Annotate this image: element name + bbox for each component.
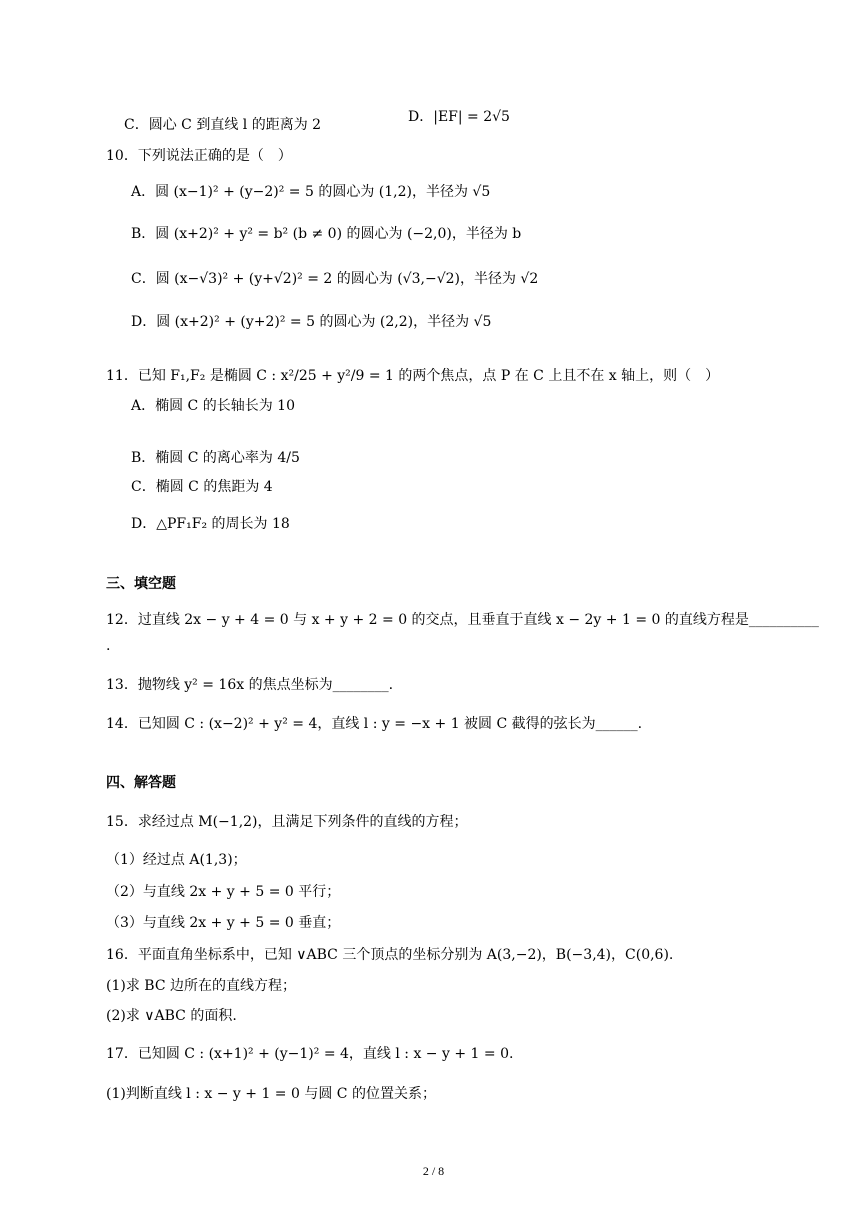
q10-option-d [131, 313, 491, 331]
q11-option-a [131, 397, 295, 415]
q9-option-d [408, 108, 510, 126]
q14-end-text: . [637, 716, 643, 732]
q15-part-1-text: （1）经过点 A(1,3)； [106, 852, 247, 868]
q15-stem [106, 813, 468, 831]
section-fill-in-blank [106, 575, 176, 593]
q16-part-2 [106, 1007, 237, 1025]
q14-answer-blank: ______ [595, 716, 638, 732]
q14-stem [106, 715, 642, 733]
q10-stem [106, 147, 292, 165]
q12-end [106, 637, 110, 655]
q13-stem [106, 676, 393, 694]
q15-part-3 [106, 914, 340, 932]
q15-part-2-text: （2）与直线 2x + y + 5 = 0 平行； [106, 884, 341, 900]
q12-stem-text: 12．过直线 2x − y + 4 = 0 与 x + y + 2 = 0 的交点，且垂直于直线 x − 2y + 1 = 0 的直线方程是 [106, 612, 749, 628]
q9-option-c [124, 116, 321, 134]
q11-option-b-text: B．椭圆 C 的离心率为 4/5 [131, 450, 300, 466]
q13-answer-blank: ________ [332, 677, 389, 693]
q17-part-1-text: (1)判断直线 l : x − y + 1 = 0 与圆 C 的位置关系； [106, 1086, 436, 1102]
q16-stem [106, 946, 673, 964]
section-solve-title: 四、解答题 [106, 775, 176, 791]
q15-stem-text: 15．求经过点 M(−1,2)，且满足下列条件的直线的方程； [106, 814, 468, 830]
q10-option-b-text: B．圆 (x+2)² + y² = b² (b ≠ 0) 的圆心为 (−2,0)，半径为 b [131, 226, 522, 242]
q17-stem-text: 17．已知圆 C : (x+1)² + (y−1)² = 4，直线 l : x − y + 1 = 0. [106, 1046, 514, 1062]
q11-option-b [131, 449, 300, 467]
section-solve [106, 774, 176, 792]
q9-option-d-text: D．|EF| = 2√5 [408, 109, 510, 125]
q11-option-d-text: D．△PF₁F₂ 的周长为 18 [131, 516, 290, 532]
q16-part-1 [106, 977, 296, 995]
q15-part-3-text: （3）与直线 2x + y + 5 = 0 垂直； [106, 915, 341, 931]
q14-stem-text: 14．已知圆 C : (x−2)² + y² = 4，直线 l : y = −x + 1 被圆 C 截得的弦长为 [106, 716, 596, 732]
q12-end-text: . [106, 638, 111, 654]
page-number: 2 / 8 [422, 1164, 445, 1178]
q13-stem-text: 13．抛物线 y² = 16x 的焦点坐标为 [106, 677, 333, 693]
q10-option-a [131, 183, 490, 201]
q10-stem-text: 10．下列说法正确的是（ ） [106, 148, 292, 164]
q12-answer-blank: __________ [748, 612, 819, 628]
q11-option-c-text: C．椭圆 C 的焦距为 4 [131, 479, 273, 495]
q11-option-c [131, 478, 273, 496]
section-fill-in-blank-title: 三、填空题 [106, 576, 176, 592]
q16-part-1-text: (1)求 BC 边所在的直线方程； [106, 978, 296, 994]
q11-stem-text: 11．已知 F₁,F₂ 是椭圆 C : x²/25 + y²/9 = 1 的两个焦点，点 P 在 C 上且不在 x 轴上，则（ ） [106, 368, 720, 384]
q13-end-text: . [388, 677, 394, 693]
q10-option-d-text: D．圆 (x+2)² + (y+2)² = 5 的圆心为 (2,2)，半径为 √5 [131, 314, 492, 330]
q15-part-2 [106, 883, 340, 901]
q12-stem [106, 611, 819, 629]
q11-stem [106, 367, 719, 385]
q10-option-b [131, 225, 521, 243]
q16-part-2-text: (2)求 ∨ABC 的面积. [106, 1008, 237, 1024]
q16-stem-text: 16．平面直角坐标系中，已知 ∨ABC 三个顶点的坐标分别为 A(3,−2)，B(−3,4)，C(0,6). [106, 947, 674, 963]
q11-option-a-text: A．椭圆 C 的长轴长为 10 [131, 398, 295, 414]
q10-option-c [131, 270, 538, 288]
q9-option-c-text: C．圆心 C 到直线 l 的距离为 2 [124, 117, 322, 133]
q10-option-c-text: C．圆 (x−√3)² + (y+√2)² = 2 的圆心为 (√3,−√2)，半径为 √2 [131, 271, 539, 287]
q17-part-1 [106, 1085, 436, 1103]
q11-option-d [131, 515, 290, 533]
q15-part-1 [106, 851, 247, 869]
q17-stem [106, 1045, 513, 1063]
q10-option-a-text: A．圆 (x−1)² + (y−2)² = 5 的圆心为 (1,2)，半径为 √5 [131, 184, 491, 200]
